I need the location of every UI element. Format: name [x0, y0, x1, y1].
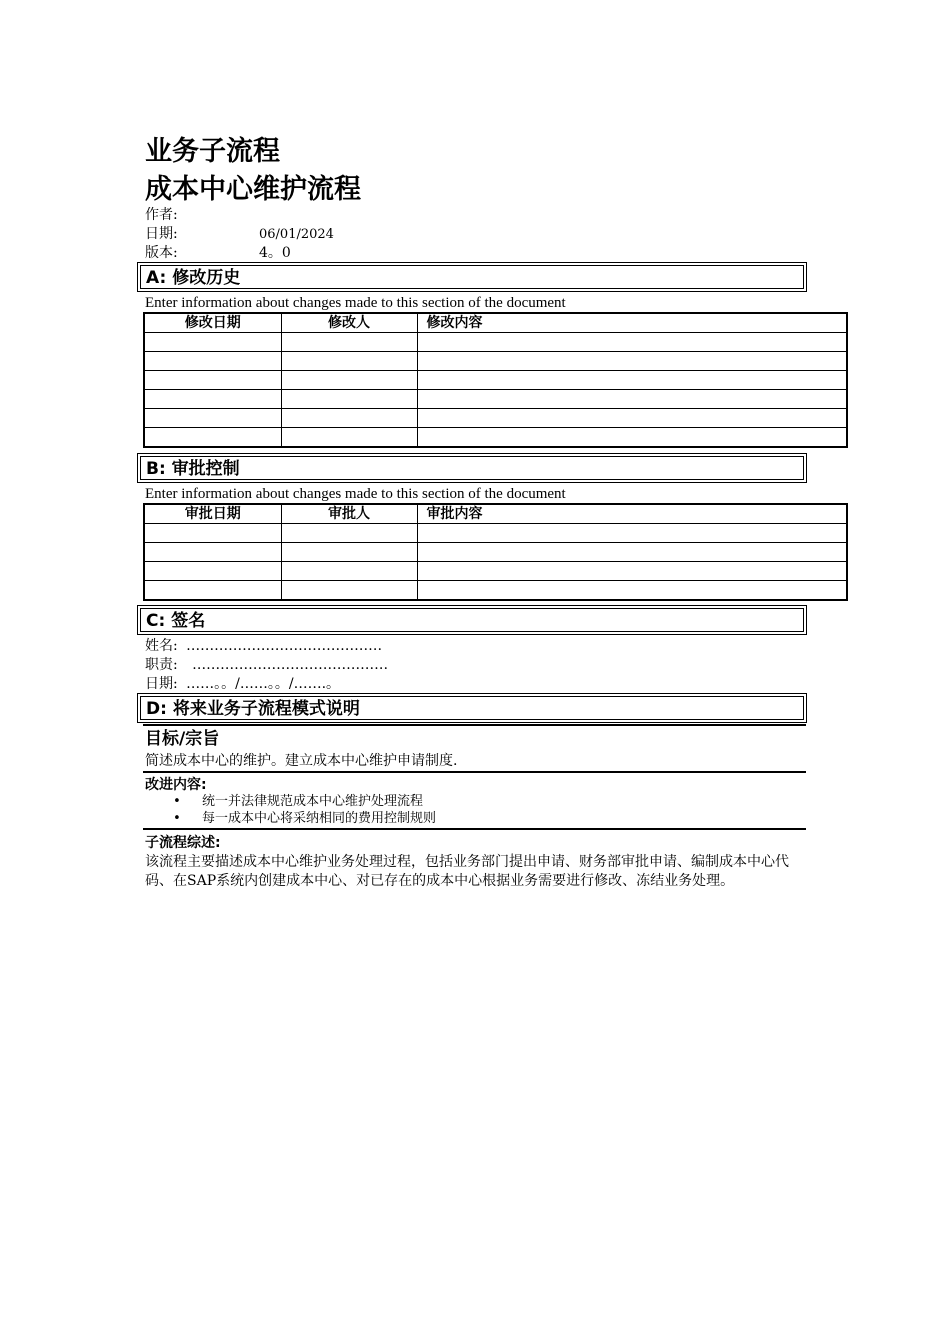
doc-subtitle: 成本中心维护流程: [145, 174, 361, 205]
signature-role-label: 职责:: [145, 657, 178, 673]
list-item-text: 统一并法律规范成本中心维护处理流程: [202, 794, 424, 809]
version-value: 4。0: [259, 245, 291, 261]
version-row: [145, 244, 291, 262]
table-cell[interactable]: [281, 390, 417, 409]
bullet-icon: •: [173, 794, 181, 809]
author-label: 作者:: [145, 207, 178, 223]
section-c-title: C: 签名: [146, 611, 206, 631]
table-cell[interactable]: [417, 543, 847, 562]
table-cell[interactable]: [417, 371, 847, 390]
table-cell[interactable]: [144, 543, 281, 562]
col-header-approver: 审批人: [281, 504, 417, 524]
table-row: [144, 371, 847, 390]
signature-role-value[interactable]: ……………………………………: [192, 657, 389, 673]
table-cell[interactable]: [144, 333, 281, 352]
table-row: [144, 543, 847, 562]
table-cell[interactable]: [144, 524, 281, 543]
section-a-header: [137, 262, 807, 292]
section-d-title: D: 将来业务子流程模式说明: [146, 699, 360, 719]
divider: [143, 724, 806, 726]
table-cell[interactable]: [417, 524, 847, 543]
table-row: [144, 428, 847, 448]
summary-text: 该流程主要描述成本中心维护业务处理过程，包括业务部门提出申请、财务部审批申请、编制成本中心代码、在SAP系统内创建成本中心、对已存在的成本中心根据业务需要进行修改、冻结业务处理。: [145, 854, 789, 889]
col-header-person: 修改人: [281, 313, 417, 333]
table-cell[interactable]: [281, 524, 417, 543]
table-cell[interactable]: [417, 428, 847, 448]
table-row: [144, 562, 847, 581]
table-row: [144, 409, 847, 428]
table-cell[interactable]: [144, 409, 281, 428]
table-cell[interactable]: [281, 352, 417, 371]
table-cell[interactable]: [144, 581, 281, 601]
section-a-note: Enter information about changes made to this section of the document: [145, 295, 566, 311]
date-value: 06/01/2024: [259, 227, 334, 242]
improve-title: 改进内容:: [145, 777, 207, 793]
improve-list: [145, 793, 436, 827]
table-cell[interactable]: [417, 562, 847, 581]
table-cell[interactable]: [417, 581, 847, 601]
table-row: [144, 390, 847, 409]
approval-table: [143, 503, 848, 601]
table-cell[interactable]: [281, 562, 417, 581]
col-header-approval-date: 审批日期: [144, 504, 281, 524]
col-header-approval-content: 审批内容: [417, 504, 847, 524]
signature-name-value[interactable]: ……………………………………: [186, 638, 383, 654]
table-row: [144, 524, 847, 543]
doc-title: 业务子流程: [145, 136, 280, 167]
section-b-title: B: 审批控制: [146, 459, 240, 479]
author-row: [145, 206, 259, 224]
table-cell[interactable]: [281, 543, 417, 562]
date-label: 日期:: [145, 226, 178, 242]
revision-history-table: [143, 312, 848, 448]
date-row: [145, 225, 334, 244]
table-header-row: [144, 504, 847, 524]
table-cell[interactable]: [144, 352, 281, 371]
list-item-text: 每一成本中心将采纳相同的费用控制规则: [202, 811, 437, 826]
table-cell[interactable]: [281, 581, 417, 601]
signature-name-row: [145, 637, 382, 655]
table-cell[interactable]: [144, 428, 281, 448]
goal-title: 目标/宗旨: [145, 729, 220, 749]
bullet-icon: •: [173, 811, 181, 826]
col-header-date: 修改日期: [144, 313, 281, 333]
table-cell[interactable]: [417, 333, 847, 352]
table-cell[interactable]: [417, 409, 847, 428]
section-a-title: A: 修改历史: [146, 268, 241, 288]
table-cell[interactable]: [144, 562, 281, 581]
summary-title: 子流程综述:: [145, 835, 221, 851]
signature-name-label: 姓名:: [145, 638, 178, 654]
signature-date-row: [145, 675, 340, 693]
divider: [143, 771, 806, 773]
section-b-header: [137, 453, 807, 483]
table-row: [144, 581, 847, 601]
table-cell[interactable]: [144, 390, 281, 409]
list-item: [145, 793, 436, 810]
table-header-row: [144, 313, 847, 333]
table-row: [144, 352, 847, 371]
signature-date-value[interactable]: ……。。/……。。/…….。: [186, 676, 341, 692]
signature-role-row: [145, 656, 388, 674]
col-header-content: 修改内容: [417, 313, 847, 333]
goal-text: 简述成本中心的维护。建立成本中心维护申请制度.: [145, 753, 458, 769]
signature-date-label: 日期:: [145, 676, 178, 692]
table-row: [144, 333, 847, 352]
version-label: 版本:: [145, 245, 178, 261]
table-cell[interactable]: [417, 390, 847, 409]
table-cell[interactable]: [281, 428, 417, 448]
divider: [143, 828, 806, 830]
table-cell[interactable]: [417, 352, 847, 371]
table-cell[interactable]: [281, 371, 417, 390]
section-c-header: [137, 605, 807, 635]
table-cell[interactable]: [144, 371, 281, 390]
section-d-header: [137, 693, 807, 723]
table-cell[interactable]: [281, 333, 417, 352]
table-cell[interactable]: [281, 409, 417, 428]
section-b-note: Enter information about changes made to this section of the document: [145, 486, 566, 502]
list-item: [145, 810, 436, 827]
